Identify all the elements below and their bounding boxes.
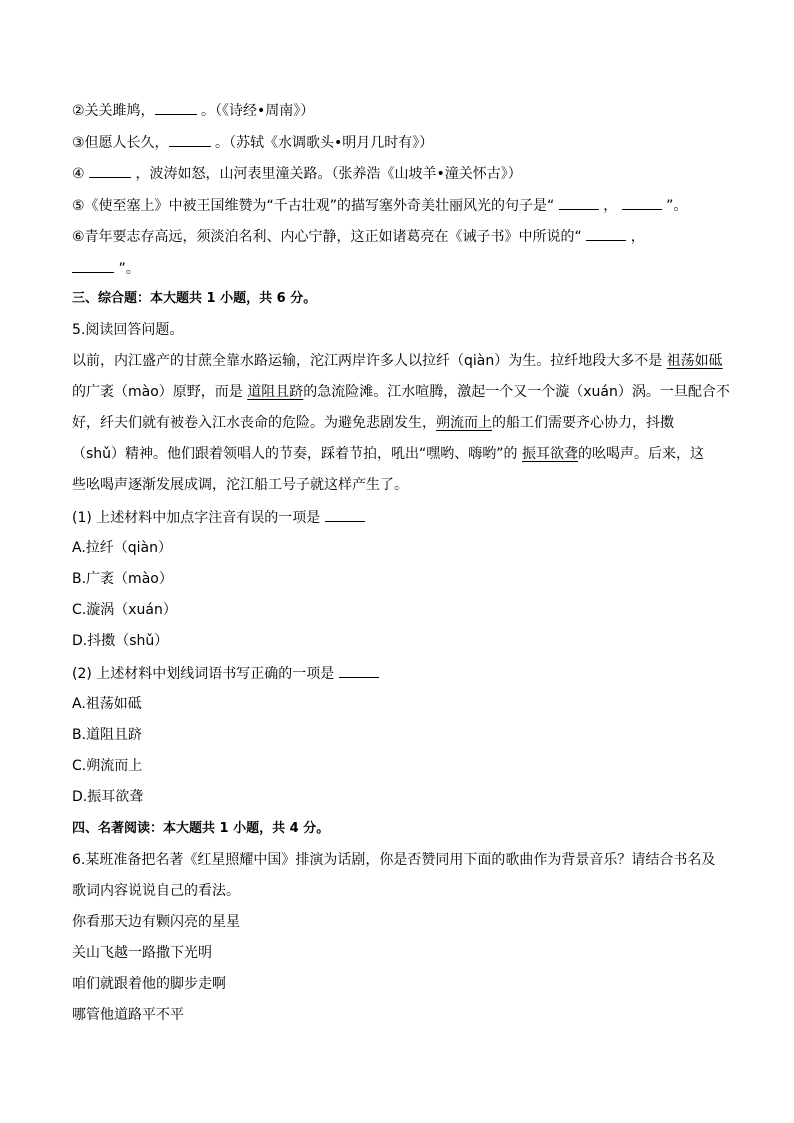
option-a: A.祖荡如砥 xyxy=(72,696,142,712)
answer-blank xyxy=(89,163,131,178)
answer-blank xyxy=(622,195,662,210)
underlined-word: 朔流而上 xyxy=(436,415,492,431)
question-text: 歌词内容说说自己的看法。 xyxy=(72,883,240,899)
option-d: D.抖擞（shǔ） xyxy=(72,633,169,649)
option-a: A.拉纤（qiàn） xyxy=(72,540,173,556)
passage-line: 好，纤夫们就有被卷入江水丧命的危险。为避免悲剧发生，朔流而上的船工们需要齐心协力，抖擞 xyxy=(72,415,674,431)
sub-question-2: (2) 上述材料中划线词语书写正确的一项是 xyxy=(72,663,379,684)
answer-blank xyxy=(325,507,365,522)
fill-q5: ⑤《使至塞上》中被王国维赞为“千古壮观”的描写塞外奇美壮丽风光的句子是“ ， ”。 xyxy=(72,195,687,216)
underlined-word: 振耳欲聋 xyxy=(522,446,578,462)
lyric-line: 关山飞越一路撒下光明 xyxy=(72,945,212,961)
fill-q4: ④ ，波涛如怒，山河表里潼关路。（张养浩《山坡羊•潼关怀古》） xyxy=(72,163,522,184)
option-b: B.广袤（mào） xyxy=(72,571,173,587)
answer-blank xyxy=(72,258,114,273)
fill-q2: ②关关雎鸠， 。（《诗经•周南》） xyxy=(72,100,314,121)
answer-blank xyxy=(155,100,197,115)
fill-q6-continued: ”。 xyxy=(72,258,140,279)
answer-blank xyxy=(169,132,211,147)
passage-line: 的广袤（mào）原野，而是 道阻且跻的急流险滩。江水喧腾，激起一个又一个漩（xuán）涡。一旦配合不 xyxy=(72,384,730,400)
lyric-line: 咱们就跟着他的脚步走啊 xyxy=(72,976,226,992)
option-d: D.振耳欲聋 xyxy=(72,789,144,805)
passage-line: 以前，内江盛产的甘蔗全靠水路运输，沱江两岸许多人以拉纤（qiàn）为生。拉纤地段大多不是 祖荡如砥 xyxy=(72,353,723,369)
fill-q6: ⑥青年要志存高远，须淡泊名利、内心宁静，这正如诸葛亮在《诫子书》中所说的“ ， xyxy=(72,226,645,247)
underlined-word: 道阻且跻 xyxy=(247,384,304,400)
lyric-line: 你看那天边有颗闪亮的星星 xyxy=(72,914,240,930)
section-heading: 三、综合题：本大题共 1 小题，共 6 分。 xyxy=(72,291,317,306)
section-heading: 四、名著阅读：本大题共 1 小题，共 4 分。 xyxy=(72,821,330,836)
answer-blank xyxy=(586,226,626,241)
passage-line: 些吆喝声逐渐发展成调，沱江船工号子就这样产生了。 xyxy=(72,477,408,493)
passage-line: （shǔ）精神。他们跟着领唱人的节奏，踩着节拍，吼出“嘿哟、嗨哟”的 振耳欲聋的吆喝声。后来，这 xyxy=(72,446,704,462)
question-title: 5.阅读回答问题。 xyxy=(72,322,184,338)
option-c: C.朔流而上 xyxy=(72,758,143,774)
option-b: B.道阻且跻 xyxy=(72,727,143,743)
option-c: C.漩涡（xuán） xyxy=(72,602,177,618)
answer-blank xyxy=(339,663,379,678)
question-text: 6.某班准备把名著《红星照耀中国》排演为话剧，你是否赞同用下面的歌曲作为背景音乐？请结合书名及 xyxy=(72,852,716,868)
answer-blank xyxy=(559,195,599,210)
sub-question-1: (1) 上述材料中加点字注音有误的一项是 xyxy=(72,507,365,528)
fill-q3: ③但愿人长久， 。（苏轼《水调歌头•明月几时有》） xyxy=(72,132,433,153)
underlined-word: 祖荡如砥 xyxy=(666,353,723,369)
lyric-line: 哪管他道路平不平 xyxy=(72,1007,184,1023)
